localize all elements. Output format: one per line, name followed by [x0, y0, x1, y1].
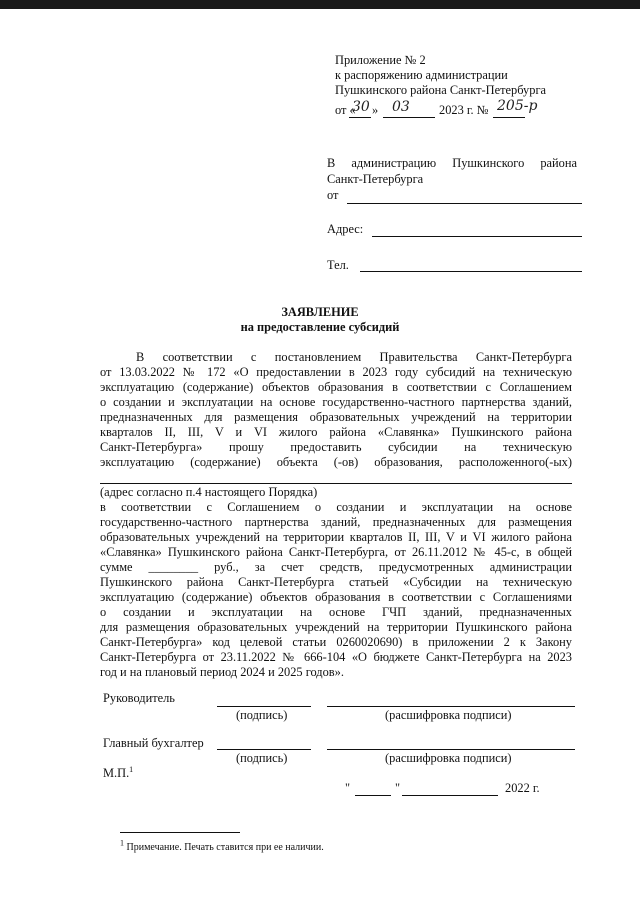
text-line: Санкт-Петербурга» прошу предоставить субсидии на техническую [100, 440, 572, 454]
accountant-decoding-line [327, 749, 575, 750]
appendix-line-2: к распоряжению администрации [335, 68, 508, 82]
day-underline [349, 117, 371, 118]
appendix-line-1: Приложение № 2 [335, 53, 426, 67]
accountant-signature-caption: (подпись) [236, 751, 288, 765]
text-line: сумме ________ руб., за счет средств, предусмотренных администрации [100, 560, 572, 574]
document-subtitle: на предоставление субсидий [240, 320, 400, 334]
text-line: эксплуатацию (содержание) объектов образования в соответствии с Соглашением [100, 380, 572, 394]
text-line: Санкт-Петербурга от 23.11.2022 № 666-104 «О бюджете Санкт-Петербурга на 2023 [100, 650, 572, 664]
date-day: 30 [352, 99, 370, 115]
date-prefix: от « [335, 103, 356, 117]
sign-date-year: 2022 г. [505, 781, 540, 795]
appendix-date-row [335, 98, 595, 121]
month-underline [383, 117, 435, 118]
head-signature-line [217, 706, 311, 707]
head-decoding-line [327, 706, 575, 707]
addressee-line-2: Санкт-Петербурга [327, 172, 424, 186]
text-line: Пушкинского района Санкт-Петербурга статьей «Субсидии на техническую [100, 575, 572, 589]
text-line: эксплуатацию (содержание) объекта (-ов) образования, расположенного(-ых) [100, 455, 572, 469]
address-label: Адрес: [327, 222, 364, 236]
text-line: год и на плановый период 2024 и 2025 годов». [100, 665, 344, 679]
text-line: о создании и эксплуатации на основе государственно-частного партнерства зданий, [100, 395, 572, 409]
footnote-separator [120, 832, 240, 833]
text-line: предназначенных для размещения образовательных учреждений на территории [100, 410, 572, 424]
order-number: 205-р [497, 98, 538, 114]
text-line: от 13.03.2022 № 172 «О предоставлении в 2023 году субсидий на техническую [100, 365, 572, 379]
sign-date-day-line [355, 795, 391, 796]
document-title: ЗАЯВЛЕНИЕ [281, 305, 359, 319]
accountant-label: Главный бухгалтер [103, 736, 204, 750]
footnote-text: Примечание. Печать ставится при ее наличии. [126, 842, 324, 853]
address-note: (адрес согласно п.4 настоящего Порядка) [100, 485, 318, 499]
head-label: Руководитель [103, 691, 175, 705]
appendix-line-3: Пушкинского района Санкт-Петербурга [335, 83, 547, 97]
text-line: Санкт-Петербурга» код целевой статьи 0260020690) в приложении 2 к Закону [100, 635, 572, 649]
text-line: о создании и эксплуатации на основе ГЧП зданий, предназначенных [100, 605, 572, 619]
phone-field [360, 271, 582, 272]
scan-top-border [0, 0, 640, 9]
accountant-decoding-caption: (расшифровка подписи) [385, 751, 512, 765]
phone-label: Тел. [327, 258, 349, 272]
text-line: в соответствии с Соглашением о создании и эксплуатации на основе [100, 500, 572, 514]
head-signature-caption: (подпись) [236, 708, 288, 722]
paragraph-1 [100, 350, 572, 470]
date-mid: » [372, 103, 379, 117]
text-line: В соответствии с постановлением Правительства Санкт-Петербурга [136, 350, 572, 364]
paragraph-2 [100, 500, 572, 680]
text-line: государственно-частного партнерства зданий, предназначенных для размещения [100, 515, 572, 529]
sign-date-close-quote: " [395, 781, 401, 795]
seal-label [103, 766, 133, 781]
text-line: для размещения образовательных учреждений на территории Пушкинского района [100, 620, 572, 634]
date-month: 03 [392, 99, 410, 115]
sign-date-month-line [402, 795, 498, 796]
sign-date-open-quote: " [345, 781, 351, 795]
footnote-mark: 1 [120, 838, 124, 848]
text-line: образовательных учреждений на территории кварталов II, III, V и VI жилого района [100, 530, 572, 544]
text-line: «Славянка» Пушкинского района Санкт-Петербурга, от 26.11.2012 № 45-с, в общей [100, 545, 572, 559]
date-year: 2023 г. № [439, 103, 489, 117]
head-decoding-caption: (расшифровка подписи) [385, 708, 512, 722]
seal-footnote-mark: 1 [129, 764, 134, 774]
number-underline [493, 117, 525, 118]
text-line: кварталов II, III, V и VI жилого района «Славянка» Пушкинского района [100, 425, 572, 439]
addressee-line-1: В администрацию Пушкинского района [327, 156, 577, 170]
from-field [347, 203, 582, 204]
footnote [120, 840, 324, 855]
text-line: эксплуатацию (содержание) объектов образования в соответствии с Соглашениями [100, 590, 572, 604]
accountant-signature-line [217, 749, 311, 750]
address-blank-line [100, 483, 572, 484]
seal-text: М.П. [103, 766, 130, 780]
from-label: от [327, 188, 339, 202]
appendix-block [335, 53, 595, 98]
address-field [372, 236, 582, 237]
